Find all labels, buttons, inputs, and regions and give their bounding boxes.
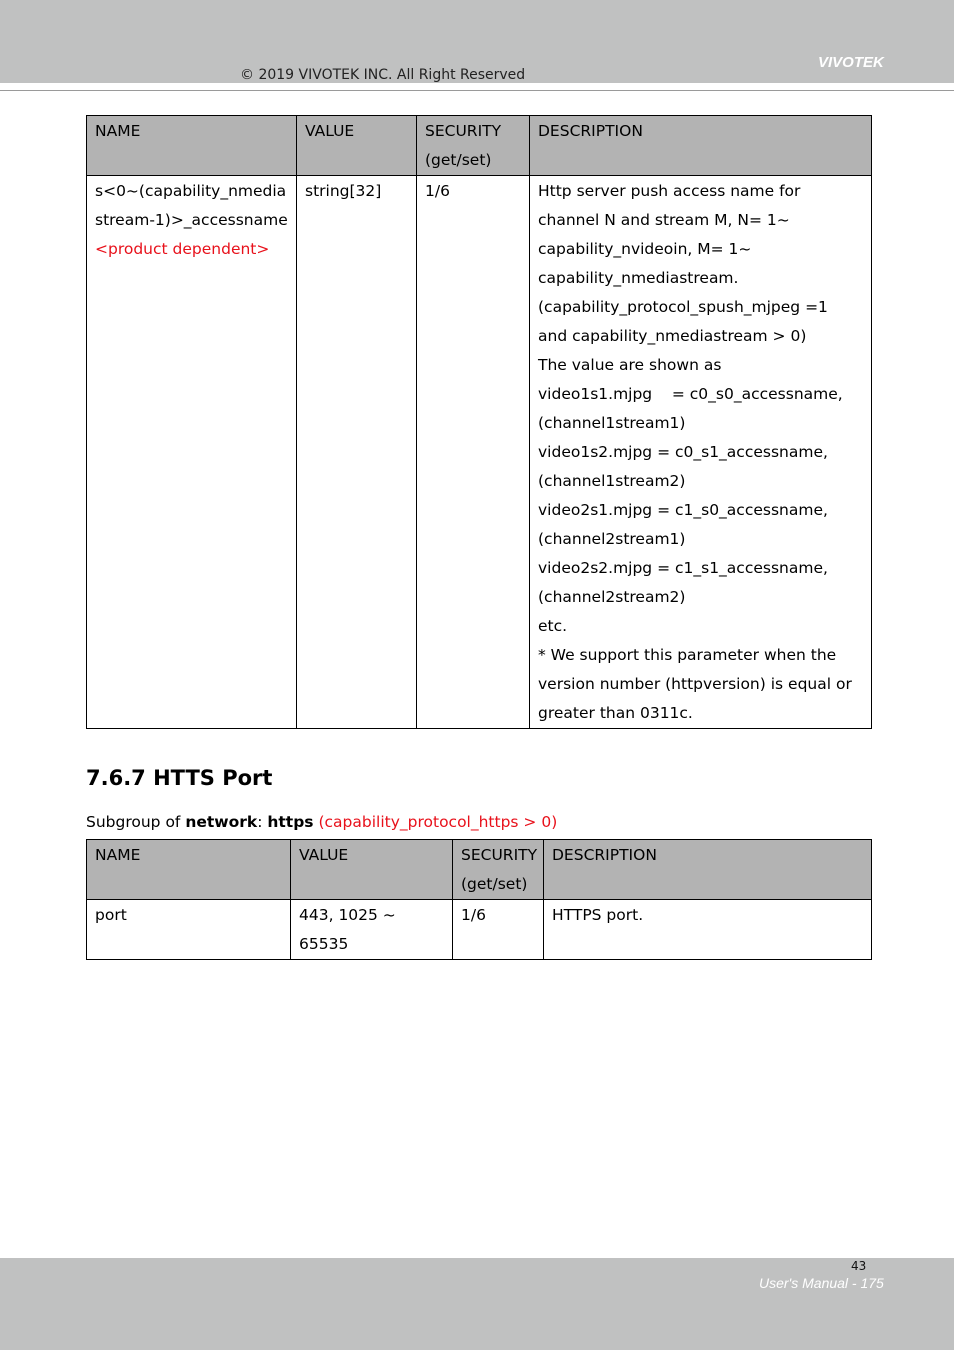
- cell-value: string[32]: [297, 176, 417, 729]
- section-heading: 7.6.7 HTTS Port: [86, 766, 273, 790]
- subgroup-https: https: [267, 813, 314, 831]
- brand-logo-text: VIVOTEK: [818, 54, 884, 71]
- subgroup-network: network: [185, 813, 258, 831]
- cell-security: 1/6: [417, 176, 530, 729]
- header-value: VALUE: [291, 840, 453, 900]
- manual-page-label: User's Manual - 175: [759, 1275, 884, 1291]
- table-row: [87, 900, 872, 960]
- header-name: NAME: [87, 116, 297, 176]
- subgroup-line: Subgroup of network: https (capability_protocol_https > 0): [86, 813, 558, 831]
- header-divider: [0, 90, 954, 91]
- cell-value: 443, 1025 ~ 65535: [291, 900, 453, 960]
- table-header-row: [87, 840, 872, 900]
- cell-security: 1/6: [453, 900, 544, 960]
- header-value: VALUE: [297, 116, 417, 176]
- header-security: SECURITY (get/set): [453, 840, 544, 900]
- header-description: DESCRIPTION: [530, 116, 872, 176]
- cell-description: Http server push access name for channel N and stream M, N= 1~ capability_nvideoin, M= 1~ capability_nmediastream. (capability_protocol_spush_mjpeg =1 and capability_nmediastream > 0) The value are shown as video1s1.mjpg = c0_s0_accessname, (channel1stream1) video1s2.mjpg = c0_s1_accessname, (channel1stream2) video2s1.mjpg = c1_s0_accessname, (channel2stream1) video2s2.mjpg = c1_s1_accessname, (channel2stream2) etc. * We support this parameter when the version number (httpversion) is equal or greater than 0311c.: [530, 176, 872, 729]
- product-dependent-note: <product dependent>: [95, 240, 270, 258]
- footer-band: [0, 1258, 954, 1350]
- header-name: NAME: [87, 840, 291, 900]
- cell-description: HTTPS port.: [544, 900, 872, 960]
- header-security: SECURITY (get/set): [417, 116, 530, 176]
- table-row: [87, 176, 872, 729]
- accessname-parameter-table: [86, 115, 872, 729]
- table-header-row: [87, 116, 872, 176]
- capability-condition: (capability_protocol_https > 0): [313, 813, 558, 831]
- https-parameter-table: [86, 839, 872, 960]
- cell-name: port: [87, 900, 291, 960]
- header-description: DESCRIPTION: [544, 840, 872, 900]
- copyright-text: © 2019 VIVOTEK INC. All Right Reserved: [240, 67, 526, 83]
- page-number: 43: [851, 1259, 867, 1273]
- cell-name: s<0~(capability_nmedia stream-1)>_accessname <product dependent>: [87, 176, 297, 729]
